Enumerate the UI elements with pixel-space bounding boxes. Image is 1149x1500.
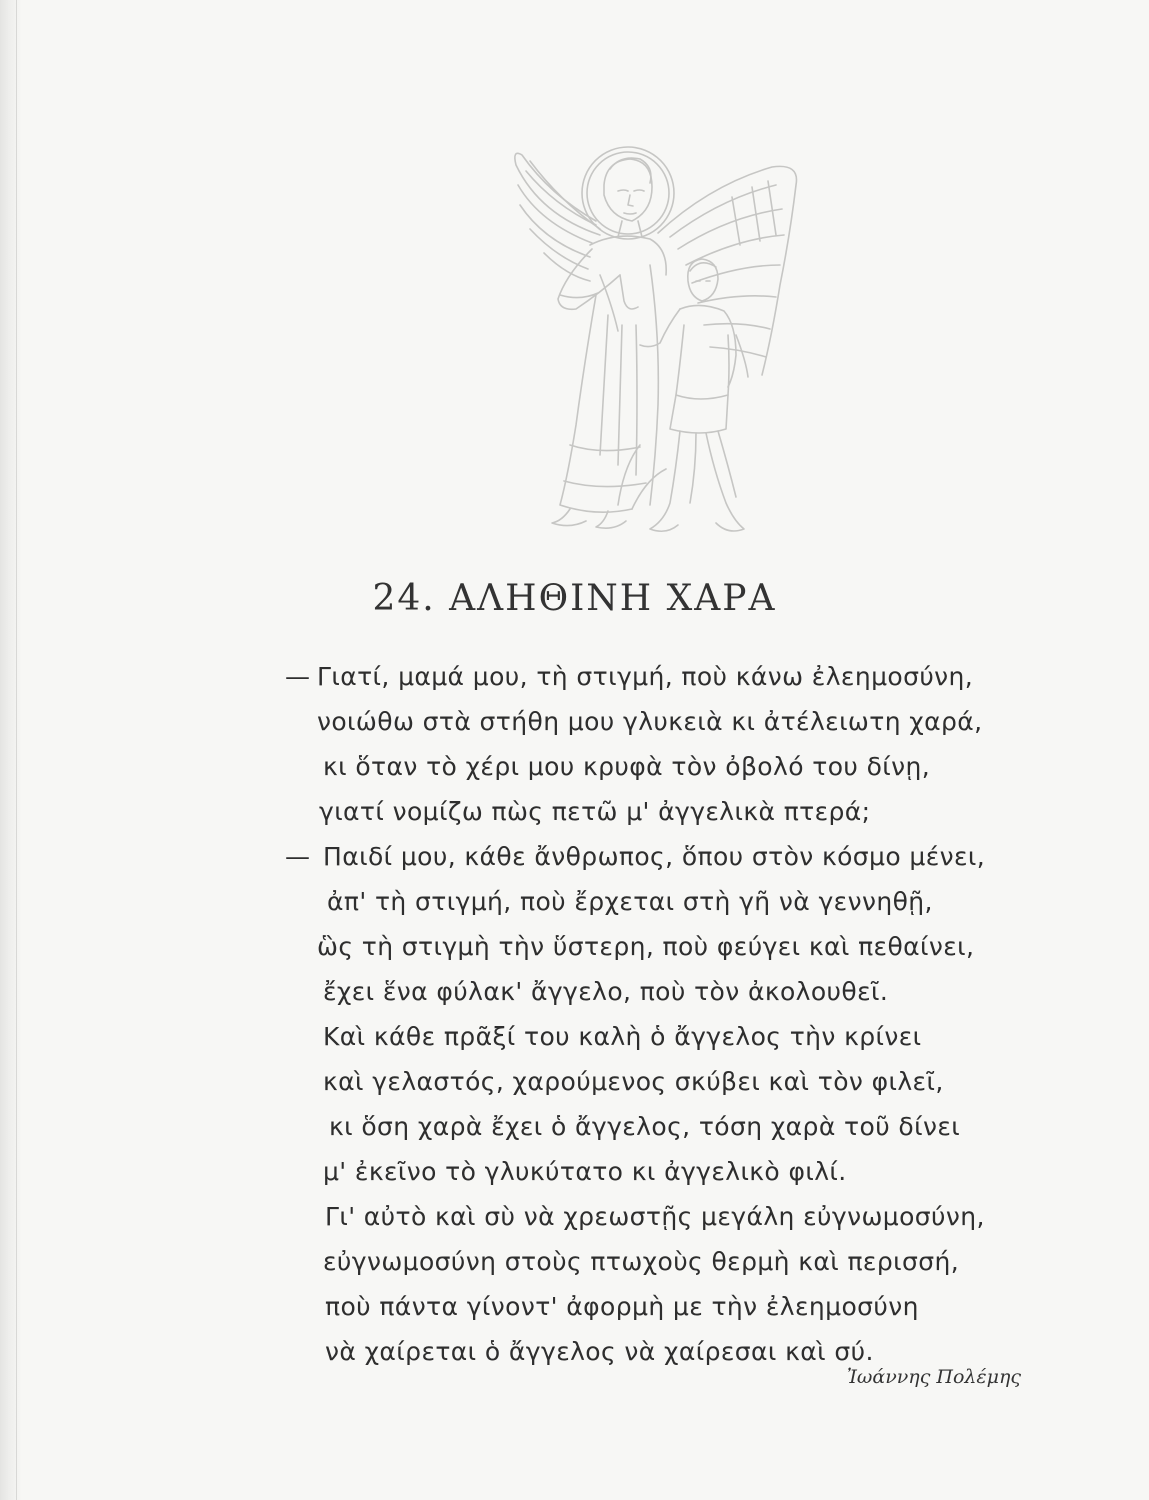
- poem-line-text: μ' ἐκεῖνο τὸ γλυκύτατο κι ἀγγελικὸ φιλί.: [323, 1157, 847, 1186]
- poem-line: [255, 707, 1075, 752]
- poem-line: [255, 1202, 1075, 1247]
- poem-line: [255, 1247, 1075, 1292]
- spine-edge-line: [16, 0, 17, 1500]
- poem-line: [255, 1157, 1075, 1202]
- poem-line-text: ποὺ πάντα γίνοντ' ἀφορμὴ με τὴν ἐλεημοσύνη: [325, 1292, 919, 1321]
- poem-title: 24. ΑΛΗΘΙΝΗ ΧΑΡΑ: [372, 578, 777, 619]
- poem-line-text: γιατί νομίζω πὼς πετῶ μ' ἀγγελικὰ πτερά;: [319, 797, 871, 826]
- poem-line: [255, 752, 1075, 797]
- book-spine-shadow: [0, 0, 22, 1500]
- poem-line-text: Γιατί, μαμά μου, τὴ στιγμή, ποὺ κάνω ἐλεημοσύνη,: [317, 662, 974, 691]
- poem-line-text: ἔχει ἕνα φύλακ' ἄγγελο, ποὺ τὸν ἀκολουθεῖ.: [323, 977, 889, 1006]
- poem-line-text: κι ὅταν τὸ χέρι μου κρυφὰ τὸν ὀβολό του δίνῃ,: [323, 752, 931, 781]
- poem-line: [255, 842, 1075, 887]
- poem-line: [255, 977, 1075, 1022]
- poem-line-text: νοιώθω στὰ στήθη μου γλυκειὰ κι ἀτέλειωτη χαρά,: [317, 707, 983, 736]
- poem-line: [255, 1292, 1075, 1337]
- angel-illustration: [500, 125, 820, 555]
- poem-line-text: καὶ γελαστός, χαρούμενος σκύβει καὶ τὸν φιλεῖ,: [323, 1067, 944, 1096]
- poem-line: [255, 932, 1075, 977]
- poem-line: [255, 662, 1075, 707]
- dialogue-dash: —: [285, 842, 311, 871]
- poem-line-text: κι ὅση χαρὰ ἔχει ὁ ἄγγελος, τόση χαρὰ τοῦ δίνει: [329, 1112, 961, 1141]
- poem-line-text: ἀπ' τὴ στιγμή, ποὺ ἔρχεται στὴ γῆ νὰ γεννηθῇ,: [327, 887, 933, 916]
- poem-line: [255, 797, 1075, 842]
- poem-body: [255, 662, 1075, 1382]
- poem-line-text: Καὶ κάθε πρᾶξί του καλὴ ὁ ἄγγελος τὴν κρίνει: [323, 1022, 922, 1051]
- poem-line-text: Παιδί μου, κάθε ἄνθρωπος, ὅπου στὸν κόσμο μένει,: [323, 842, 986, 871]
- author-signature: Ἰωάννης Πολέμης: [846, 1366, 1021, 1388]
- dialogue-dash: —: [285, 662, 311, 691]
- poem-line-text: ὣς τὴ στιγμὴ τὴν ὕστερη, ποὺ φεύγει καὶ πεθαίνει,: [317, 932, 975, 961]
- poem-line-text: νὰ χαίρεται ὁ ἄγγελος νὰ χαίρεσαι καὶ σύ.: [325, 1337, 874, 1366]
- poem-line-text: εὐγνωμοσύνη στοὺς πτωχοὺς θερμὴ καὶ περισσή,: [323, 1247, 960, 1276]
- poem-line: [255, 1067, 1075, 1112]
- poem-line: [255, 887, 1075, 932]
- poem-line-text: Γι' αὐτὸ καὶ σὺ νὰ χρεωστῇς μεγάλη εὐγνωμοσύνη,: [325, 1202, 985, 1231]
- poem-line: [255, 1112, 1075, 1157]
- poem-line: [255, 1022, 1075, 1067]
